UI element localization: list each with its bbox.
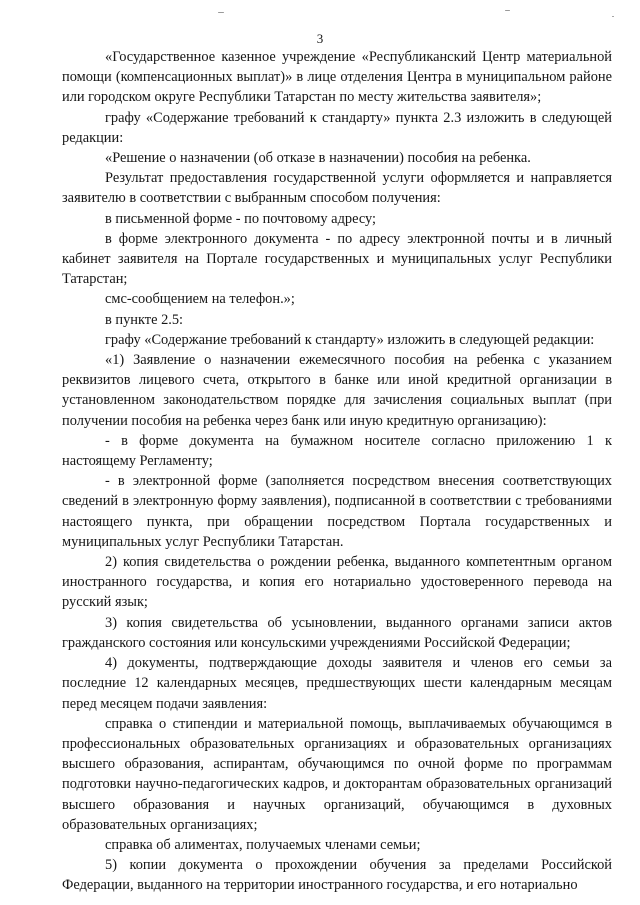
paragraph-4: Результат предоставления государственной услуги оформляется и направляется заявителю в соответствии с выбранным способом получения: bbox=[62, 170, 612, 207]
paragraph-18: 5) копии документа о прохождении обучения за пределами Российской Федерации, выданного на территории иностранного государства, и его нотариально bbox=[62, 857, 612, 894]
paragraph-2: графу «Содержание требований к стандарту» пункта 2.3 изложить в следующей редакции: bbox=[62, 109, 612, 146]
paragraph-6: в форме электронного документа - по адресу электронной почты и в личный кабинет заявителя на Портале государственных и муниципальных услуг Республики Татарстан; bbox=[62, 230, 612, 288]
paragraph-11: - в форме документа на бумажном носителе согласно приложению 1 к настоящему Регламенту; bbox=[62, 432, 612, 470]
paragraph-9: графу «Содержание требований к стандарту» изложить в следующей редакции: bbox=[105, 331, 595, 348]
page-number: 3 bbox=[316, 31, 324, 46]
paragraph-8: в пункте 2.5: bbox=[105, 311, 184, 328]
paragraph-12: - в электронной форме (заполняется посредством внесения соответствующих сведений в электронную форму заявления), подписанной в соответствии с требованиями настоящего пункта, при обращении посредством Портала государственных и муниципальных услуг Республики Татарстан. bbox=[62, 473, 612, 550]
paragraph-10: «1) Заявление о назначении ежемесячного пособия на ребенка с указанием реквизитов лицевого счета, открытого в банке или иной кредитной организации в установленном законодательством порядке для зачисления социальных выплат (при получении пособия на ребенка через банк или иную кредитную организацию): bbox=[62, 352, 612, 429]
scan-speck bbox=[612, 16, 614, 17]
paragraph-5: в письменной форме - по почтовому адресу; bbox=[105, 210, 377, 227]
document-body bbox=[62, 47, 612, 896]
paragraph-14: 3) копия свидетельства об усыновлении, выданного органами записи актов гражданского состояния или консульскими учреждениями Российской Федерации; bbox=[62, 614, 612, 651]
paragraph-1: «Государственное казенное учреждение «Республиканский Центр материальной помощи (компенсационных выплат)» в лице отделения Центра в муниципальном районе или городском округе Республики Татарстан по месту жительства заявителя»; bbox=[62, 49, 612, 106]
scan-speck bbox=[505, 10, 510, 11]
paragraph-7: смс-сообщением на телефон.»; bbox=[105, 291, 295, 308]
paragraph-17: справка об алиментах, получаемых членами семьи; bbox=[105, 836, 421, 853]
paragraph-13: 2) копия свидетельства о рождении ребенка, выданного компетентным органом иностранного государства, и копия его нотариально удостоверенного перевода на русский язык; bbox=[62, 554, 612, 611]
paragraph-16: справка о стипендии и материальной помощь, выплачиваемых обучающимся в профессиональных образовательных организациях и образовательных организациях высшего образования, аспирантам, обучающимся по очной форме по программам подготовки научно-педагогических кадров, и докторантам образовательных организаций высшего образования и научных организаций, обучающимся в духовных образовательных организациях; bbox=[62, 715, 612, 833]
scan-speck bbox=[218, 12, 224, 13]
paragraph-15: 4) документы, подтверждающие доходы заявителя и членов его семьи за последние 12 календарных месяцев, предшествующих шести календарным месяцам перед месяцем подачи заявления: bbox=[62, 655, 612, 712]
paragraph-3: «Решение о назначении (об отказе в назначении) пособия на ребенка. bbox=[105, 150, 531, 167]
